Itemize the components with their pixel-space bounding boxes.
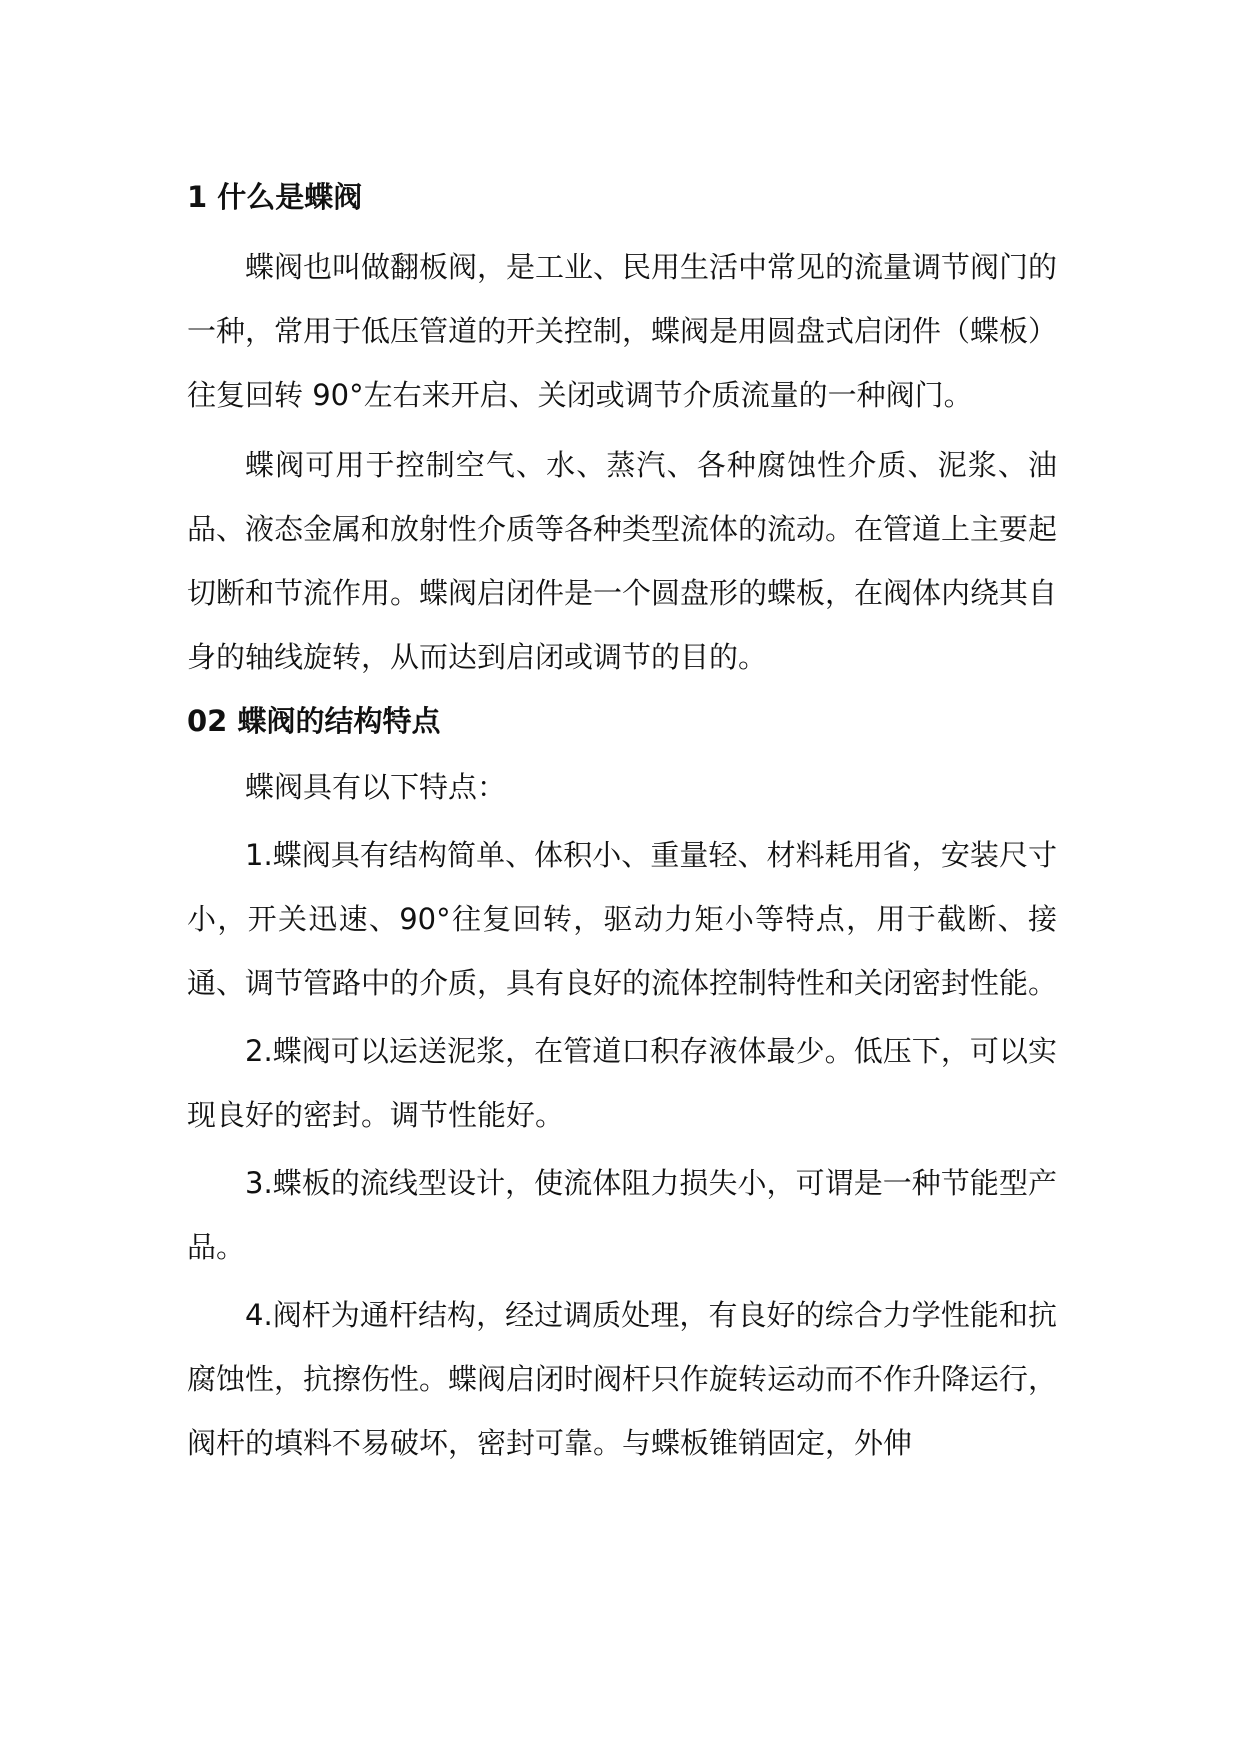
paragraph-feature-4: 4.阀杆为通杆结构，经过调质处理，有良好的综合力学性能和抗腐蚀性，抗擦伤性。蝶阀启闭时阀杆只作旋转运动而不作升降运行，阀杆的填料不易破坏，密封可靠。与蝶板锥销固定，外伸 <box>187 1298 1058 1460</box>
document-body <box>187 165 1057 1475</box>
paragraph-feature-1: 1.蝶阀具有结构简单、体积小、重量轻、材料耗用省，安装尺寸小，开关迅速、90°往复回转，驱动力矩小等特点，用于截断、接通、调节管路中的介质，具有良好的流体控制特性和关闭密封性能。 <box>187 838 1058 1000</box>
section-heading-what-is-butterfly-valve: 1 什么是蝶阀 <box>187 180 363 214</box>
paragraph-features-intro: 蝶阀具有以下特点： <box>245 770 507 804</box>
section-heading-structural-features: 02 蝶阀的结构特点 <box>187 704 441 738</box>
paragraph-feature-2: 2.蝶阀可以运送泥浆，在管道口积存液体最少。低压下，可以实现良好的密封。调节性能好。 <box>187 1034 1057 1132</box>
paragraph-applications: 蝶阀可用于控制空气、水、蒸汽、各种腐蚀性介质、泥浆、油品、液态金属和放射性介质等各种类型流体的流动。在管道上主要起切断和节流作用。蝶阀启闭件是一个圆盘形的蝶板，在阀体内绕其自身的轴线旋转，从而达到启闭或调节的目的。 <box>187 448 1058 674</box>
paragraph-feature-3: 3.蝶板的流线型设计，使流体阻力损失小，可谓是一种节能型产品。 <box>187 1166 1057 1264</box>
paragraph-definition: 蝶阀也叫做翻板阀，是工业、民用生活中常见的流量调节阀门的一种，常用于低压管道的开关控制，蝶阀是用圆盘式启闭件（蝶板）往复回转 90°左右来开启、关闭或调节介质流量的一种阀门。 <box>187 250 1058 412</box>
